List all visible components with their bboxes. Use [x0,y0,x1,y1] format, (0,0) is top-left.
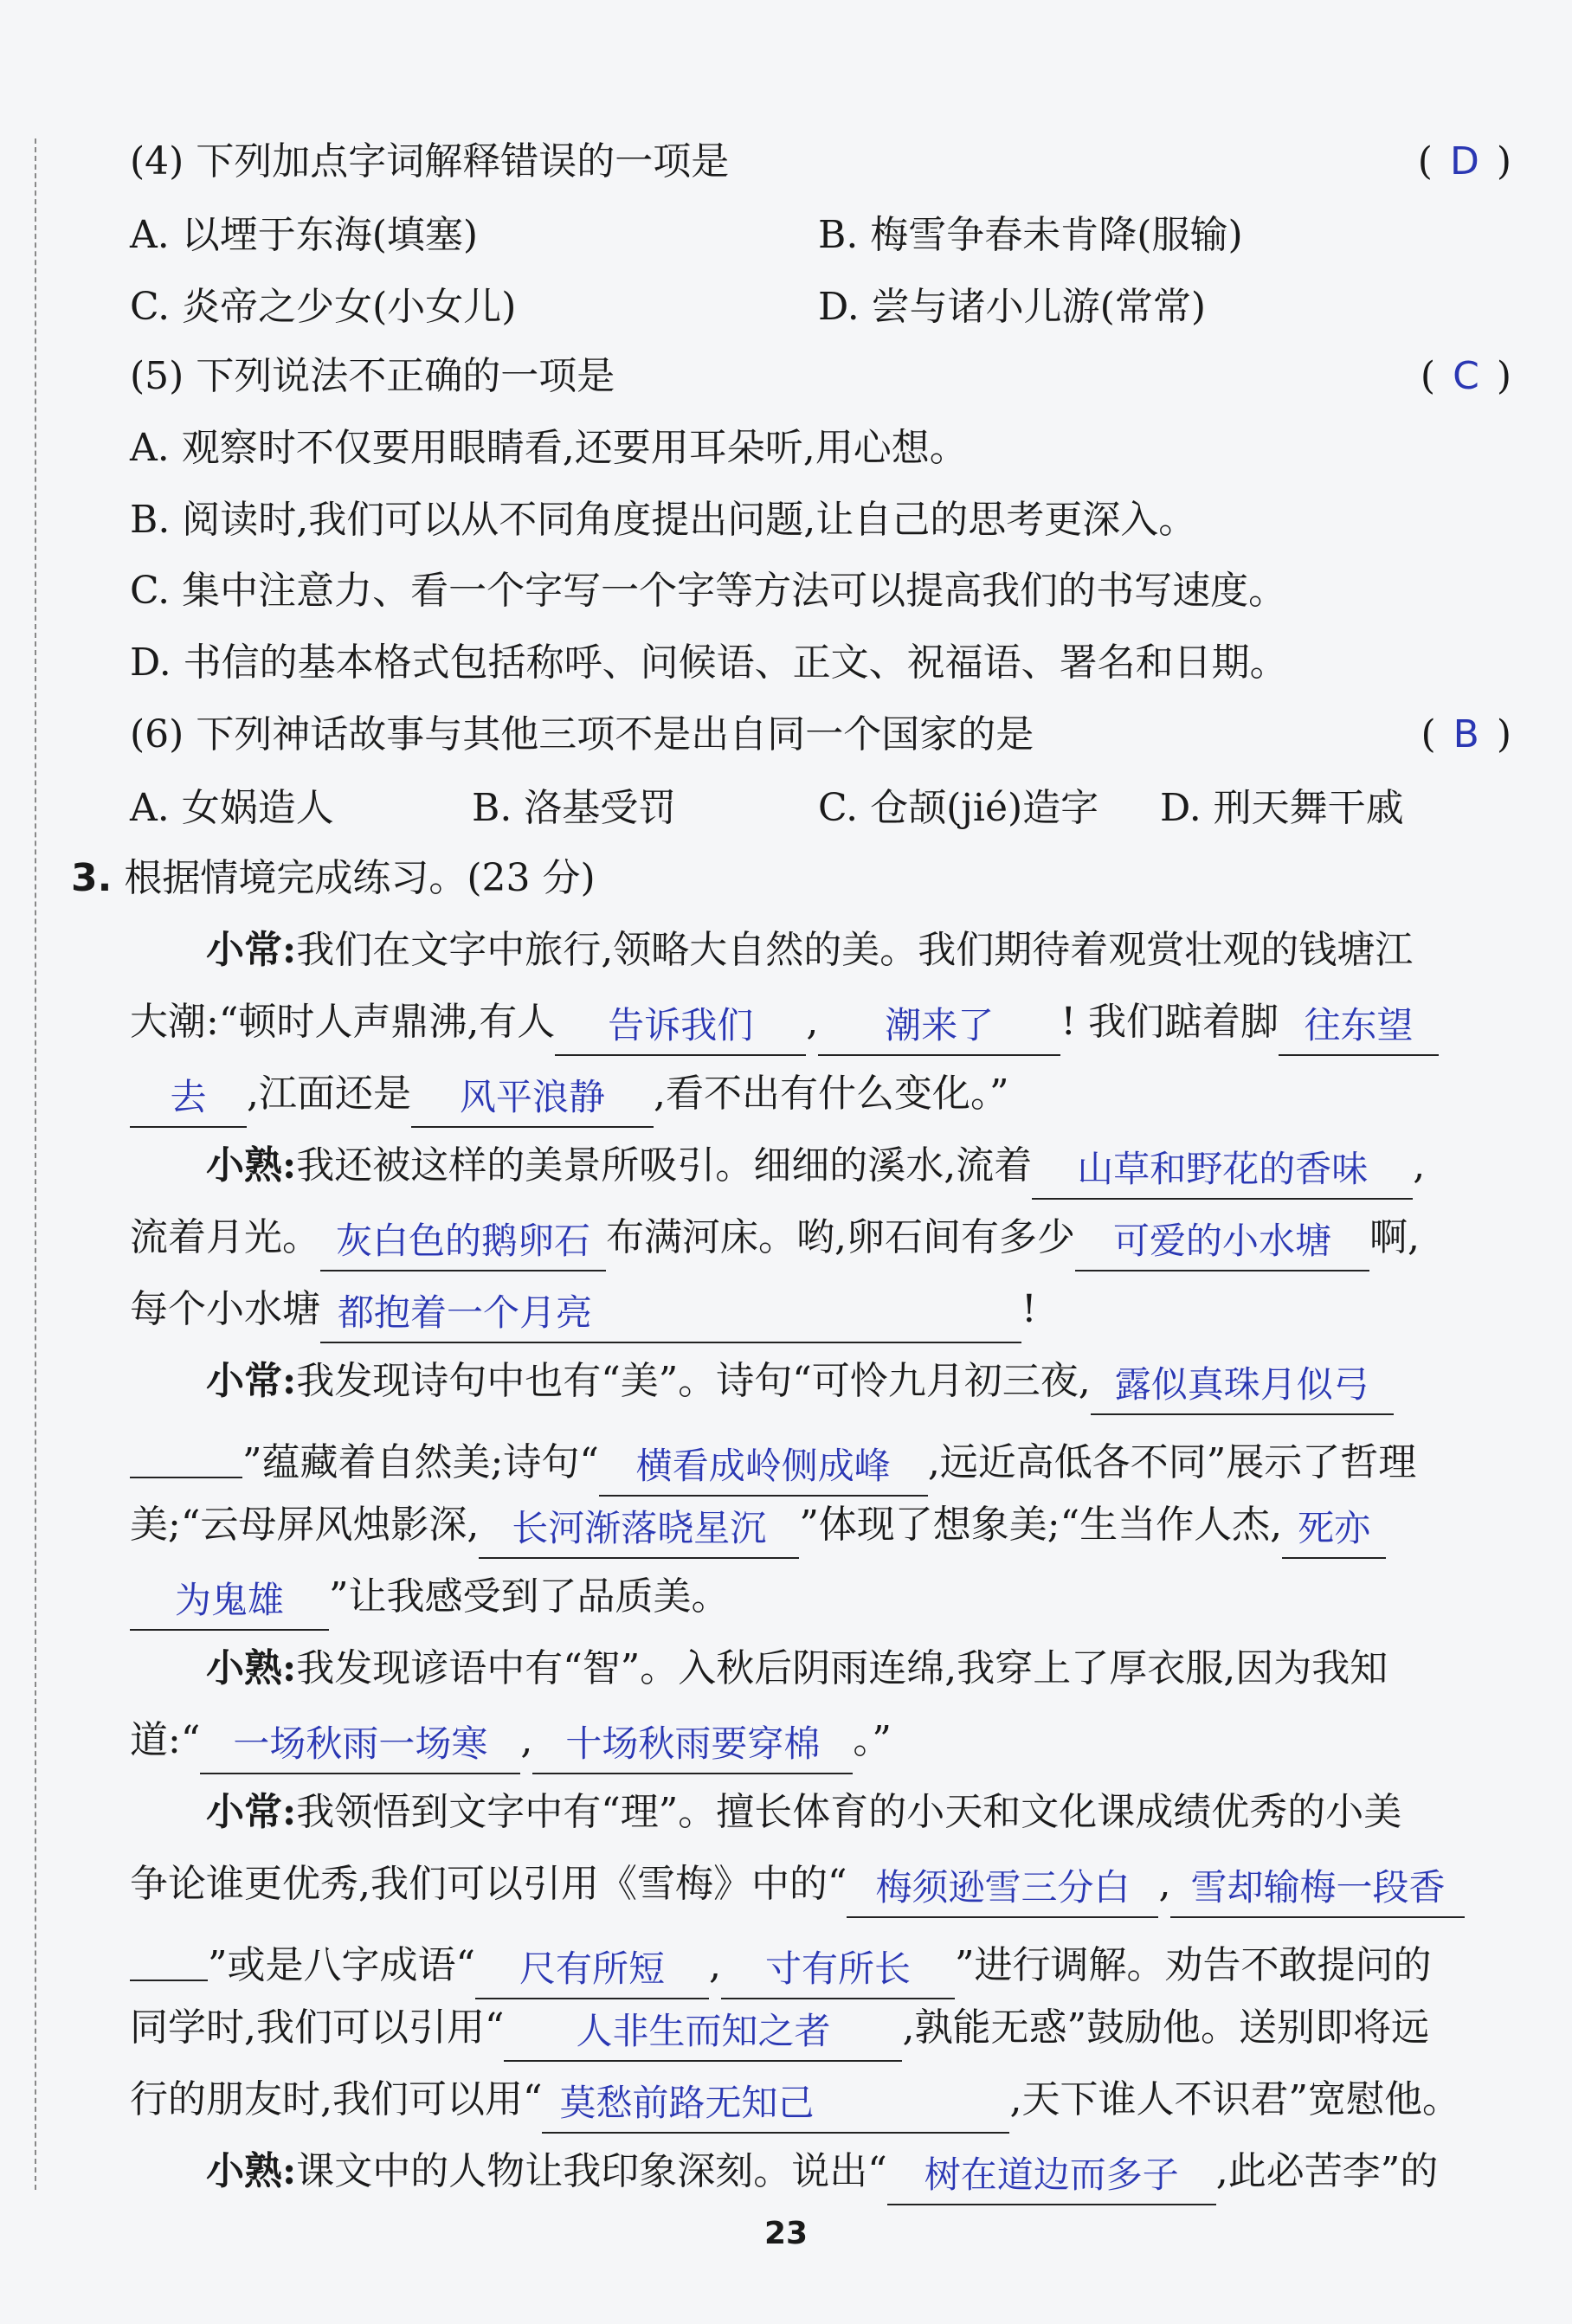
p5-blank-4[interactable]: 寸有所长 [721,1947,955,1999]
q5-option-a: A. 观察时不仅要用眼睛看,还要用耳朵听,用心想。 [130,426,968,470]
p5-blank-5[interactable]: 人非生而知之者 [504,2010,902,2062]
p1-line3: 去 ,江面还是 风平浪静 ,看不出有什么变化。” [130,1064,1515,1124]
p4-blank-1[interactable]: 一场秋雨一场寒 [200,1722,520,1774]
p3-line4: 为鬼雄 ”让我感受到了品质美。 [130,1567,1515,1627]
q6-option-d: D. 刑天舞干戚 [1160,786,1404,830]
p5-blank-1[interactable]: 梅须逊雪三分白 [847,1866,1158,1918]
q6-option-a: A. 女娲造人 [130,786,334,830]
p1-blank-4[interactable]: 风平浪静 [411,1076,654,1128]
p5-blank-3[interactable]: 尺有所短 [475,1947,709,1999]
q5-option-b: B. 阅读时,我们可以从不同角度提出问题,让自己的思考更深入。 [130,498,1197,542]
p5-line1: 小常:我领悟到文字中有“理”。擅长体育的小天和文化课成绩优秀的小美 [206,1790,1402,1834]
q4-option-d: D. 尝与诸小儿游(常常) [818,285,1207,329]
p3-blank-1[interactable]: 露似真珠月似弓 [1091,1363,1394,1415]
q4-answer-paren: ( D ) [1417,139,1511,183]
p2-line3: 每个小水塘 都抱着一个月亮 ! [130,1279,1515,1340]
margin-rule [35,138,36,2190]
q6-option-c: C. 仓颉(jié)造字 [818,786,1099,830]
q3-heading: 3. 根据情境完成练习。(23 分) [71,856,596,900]
q5-answer-paren: ( C ) [1420,354,1511,398]
q4-stem: (4) 下列加点字词解释错误的一项是 [130,139,730,183]
p6-blank-1[interactable]: 树在道边而多子 [887,2153,1216,2205]
p3-blank-4-cont[interactable]: 为鬼雄 [130,1579,329,1631]
p5-line2: 争论谁更优秀,我们可以引用《雪梅》中的“ 梅须逊雪三分白 , 雪却输梅一段香 [130,1854,1515,1915]
q5-stem: (5) 下列说法不正确的一项是 [130,354,615,398]
p2-blank-2[interactable]: 灰白色的鹅卵石 [320,1220,606,1271]
p2-line2: 流着月光。 灰白色的鹅卵石 布满河床。哟,卵石间有多少 可爱的小水塘 啊, [130,1207,1515,1268]
p1-line1: 小常:我们在文字中旅行,领略大自然的美。我们期待着观赏壮观的钱塘江 [206,928,1414,972]
q6-answer-paren: ( B ) [1421,712,1511,756]
p1-blank-3[interactable]: 往东望 [1279,1004,1439,1056]
p2-blank-3[interactable]: 可爱的小水塘 [1075,1220,1369,1271]
p3-line1: 小常:我发现诗句中也有“美”。诗句“可怜九月初三夜, 露似真珠月似弓 [206,1351,1572,1412]
q6-stem: (6) 下列神话故事与其他三项不是出自同一个国家的是 [130,712,1034,756]
p5-line4: 同学时,我们可以引用“ 人非生而知之者 ,孰能无惑”鼓励他。送别即将远 [130,1998,1515,2058]
q4-option-a: A. 以堙于东海(填塞) [130,213,479,257]
p1-blank-3-cont[interactable]: 去 [130,1076,247,1128]
q6-answer: B [1453,712,1479,756]
p3-line3: 美;“云母屏风烛影深, 长河渐落晓星沉 ”体现了想象美;“生当作人杰, 死亦 [130,1495,1515,1555]
p5-blank-2[interactable]: 雪却输梅一段香 [1170,1866,1465,1918]
p5-line3: ”或是八字成语“ 尺有所短 , 寸有所长 ”进行调解。劝告不敢提问的 [130,1926,1515,1986]
p6-line1: 小熟:课文中的人物让我印象深刻。说出“ 树在道边而多子 ,此必苦李”的 [206,2141,1572,2202]
p3-line2: ”蕴藏着自然美;诗句“ 横看成岭侧成峰 ,远近高低各不同”展示了哲理 [130,1423,1515,1484]
p5-line5: 行的朋友时,我们可以用“ 莫愁前路无知己 ,天下谁人不识君”宽慰他。 [130,2070,1515,2130]
q5-option-c: C. 集中注意力、看一个字写一个字等方法可以提高我们的书写速度。 [130,569,1287,613]
p5-blank-2-cont[interactable] [130,1929,208,1981]
page-number: 23 [763,2216,809,2251]
q5-answer: C [1453,354,1479,398]
q4-answer: D [1449,139,1479,183]
p2-line1: 小熟:我还被这样的美景所吸引。细细的溪水,流着 山草和野花的香味 , [206,1136,1572,1196]
p4-line2: 道:“ 一场秋雨一场寒 , 十场秋雨要穿棉 。” [130,1710,1515,1771]
p2-blank-4[interactable]: 都抱着一个月亮 [320,1291,1021,1343]
p3-blank-4[interactable]: 死亦 [1282,1507,1386,1559]
p1-line2: 大潮:“顿时人声鼎沸,有人 告诉我们 , 潮来了 ! 我们踮着脚 往东望 [130,992,1515,1053]
p4-line1: 小熟:我发现谚语中有“智”。入秋后阴雨连绵,我穿上了厚衣服,因为我知 [206,1646,1388,1690]
p3-blank-3[interactable]: 长河渐落晓星沉 [479,1507,799,1559]
p1-blank-2[interactable]: 潮来了 [818,1004,1060,1056]
p4-blank-2[interactable]: 十场秋雨要穿棉 [532,1722,853,1774]
p5-blank-6[interactable]: 莫愁前路无知己 [542,2082,1009,2134]
p1-blank-1[interactable]: 告诉我们 [555,1004,806,1056]
p3-blank-1-cont[interactable] [130,1426,242,1478]
q6-option-b: B. 洛基受罚 [472,786,677,830]
p3-blank-2[interactable]: 横看成岭侧成峰 [599,1445,928,1497]
q4-option-b: B. 梅雪争春未肯降(服输) [818,213,1243,257]
q4-option-c: C. 炎帝之少女(小女儿) [130,285,517,329]
p2-blank-1[interactable]: 山草和野花的香味 [1032,1148,1413,1200]
q5-option-d: D. 书信的基本格式包括称呼、问候语、正文、祝福语、署名和日期。 [130,641,1288,685]
